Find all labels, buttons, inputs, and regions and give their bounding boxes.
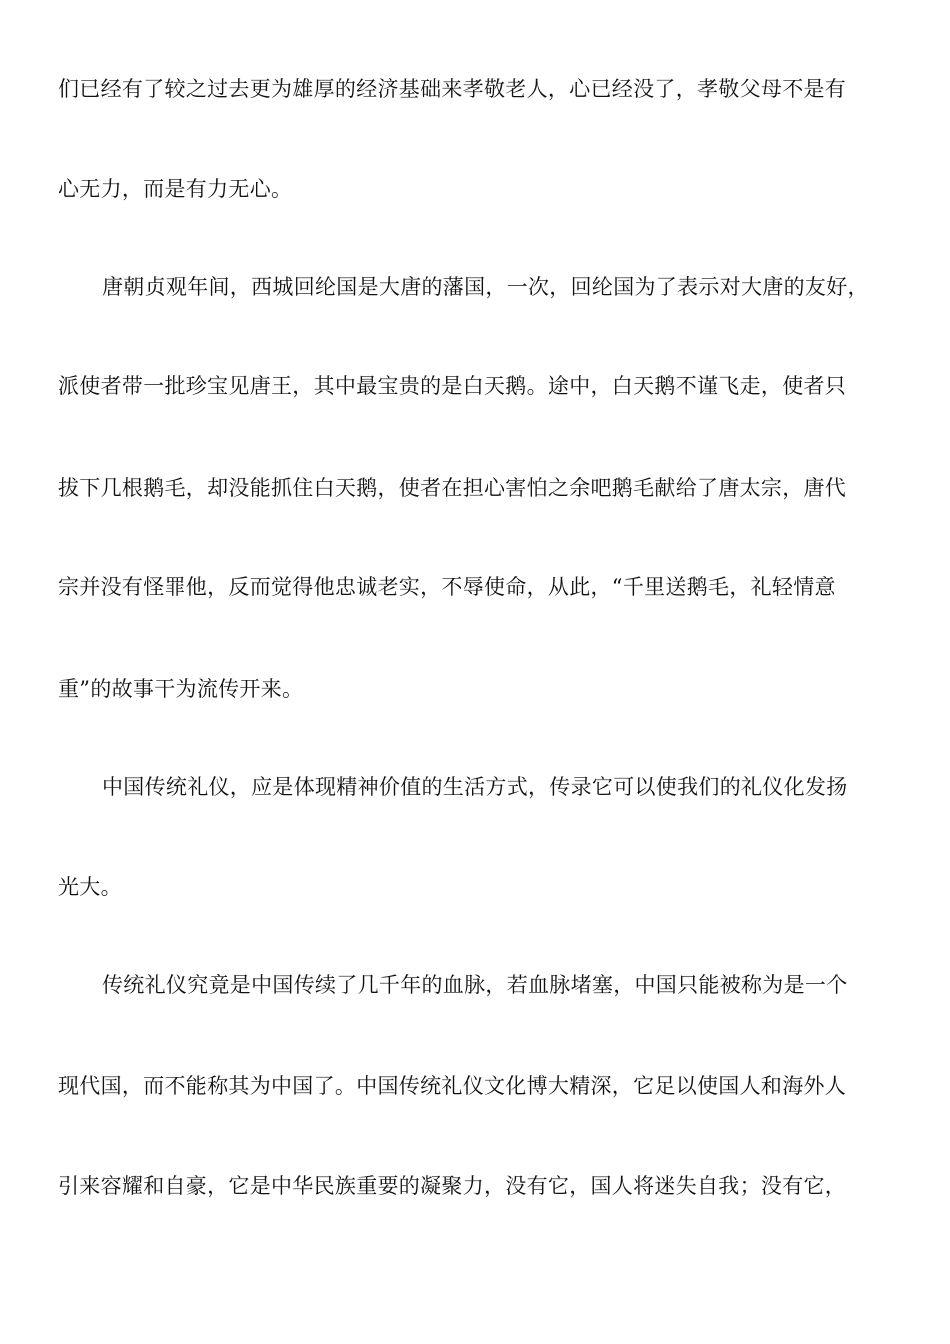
text-line: 们已经有了较之过去更为雄厚的经济基础来孝敬老人，心已经没了，孝敬父母不是有 <box>58 77 847 101</box>
text-line: 派使者带一批珍宝见唐王，其中最宝贵的是白天鹅。途中，白天鹅不谨飞走，使者只 <box>58 374 847 398</box>
text-line: 引来容耀和自豪，它是中华民族重要的凝聚力，没有它，国人将迷失自我；没有它， <box>58 1174 847 1198</box>
text-line: 宗并没有怪罪他，反而觉得他忠诚老实，不辱使命，从此，“千里送鹅毛，礼轻情意 <box>58 575 836 599</box>
text-line: 拔下几根鹅毛，却没能抓住白天鹅，使者在担心害怕之余吧鹅毛献给了唐太宗，唐代 <box>58 476 847 500</box>
text-line: 现代国，而不能称其为中国了。中国传统礼仪文化博大精深，它足以使国人和海外人 <box>58 1074 847 1098</box>
paragraph-first-line: 唐朝贞观年间，西城回纶国是大唐的藩国，一次，回纶国为了表示对大唐的友好， <box>102 275 869 299</box>
text-line: 重”的故事干为流传开来。 <box>58 677 304 701</box>
text-line: 光大。 <box>58 875 122 899</box>
text-line: 心无力，而是有力无心。 <box>58 177 293 201</box>
paragraph-first-line: 中国传统礼仪，应是体现精神价值的生活方式，传录它可以使我们的礼仪化发扬 <box>102 775 848 799</box>
paragraph-first-line: 传统礼仪究竟是中国传续了几千年的血脉，若血脉堵塞，中国只能被称为是一个 <box>102 973 848 997</box>
